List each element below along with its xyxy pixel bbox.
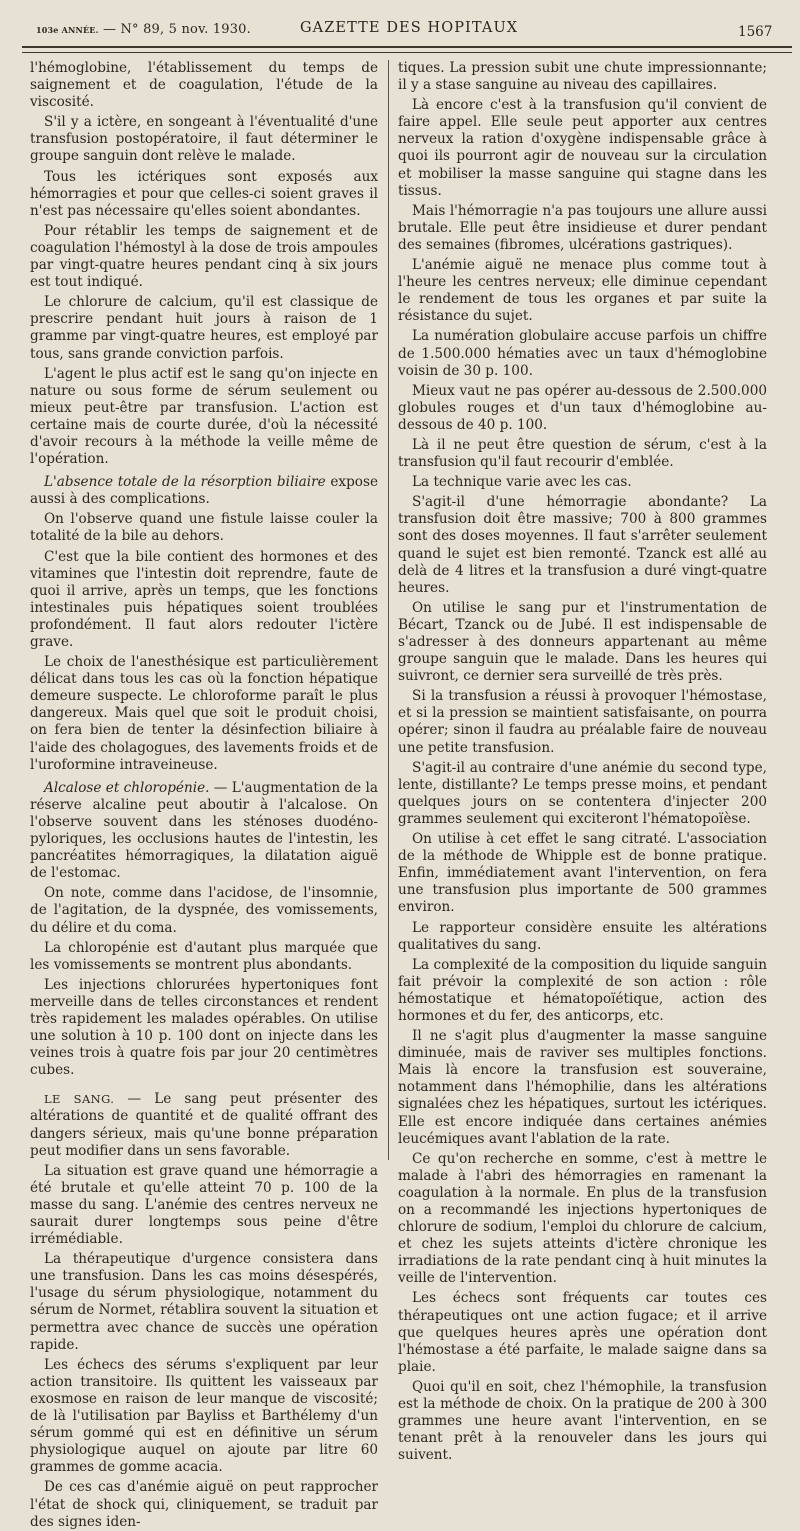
paragraph: La chloropénie est d'autant plus marquée que les vomissements se montrent plus abondants.	[30, 939, 378, 973]
paragraph: La thérapeutique d'urgence consistera dans une transfusion. Dans les cas moins désespérés, l'usage du sérum physiologique, notamment du sérum de Normet, rétablira souvent la situation et permettra avec chance de succès une opération rapide.	[30, 1251, 378, 1353]
paragraph: On utilise à cet effet le sang citraté. L'association de la méthode de Whipple est de bonne pratique. Enfin, immédiatement avant l'intervention, on fera une transfusion plus importante de 500 grammes environ.	[398, 831, 767, 916]
paragraph: Les échecs sont fréquents car toutes ces thérapeutiques ont une action fugace; et il arrive que quelques heures après une opération dont l'hémostase a été parfaite, le malade saigne dans sa plaie.	[398, 1290, 767, 1375]
paragraph: tiques. La pression subit une chute impressionnante; il y a stase sanguine au niveau des capillaires.	[398, 60, 767, 94]
paragraph: La numération globulaire accuse parfois un chiffre de 1.500.000 hématies avec un taux d'hémoglobine voisin de 30 p. 100.	[398, 328, 767, 379]
paragraph: Si la transfusion a réussi à provoquer l'hémostase, et si la pression se maintient satisfaisante, on pourra opérer; sinon il faudra au préalable faire de nouveau une petite transfusion.	[398, 688, 767, 756]
paragraph: La complexité de la composition du liquide sanguin fait prévoir la complexité de son action : rôle hémostatique et hématopoïétique, action des hormones et du fer, des anticorps, etc.	[398, 956, 767, 1024]
column-divider	[388, 60, 389, 1160]
paragraph: S'agit-il au contraire d'une anémie du second type, lente, distillante? Le temps presse moins, et pendant quelques jours on se contentera d'injecter 200 grammes seulement qui exciteront l'hématopoïèse.	[398, 759, 767, 827]
paragraph-text: — Le sang peut présenter des altérations de quantité et de qualité offrant des dangers sérieux, mais qu'une bonne préparation peut modifier dans un sens favorable.	[30, 1091, 378, 1159]
volume-label: 103e ANNÉE.	[36, 25, 99, 35]
paragraph: L'anémie aiguë ne menace plus comme tout à l'heure les centres nerveux; elle diminue cependant le rendement de tous les organes et par suite la résistance du sujet.	[398, 257, 767, 325]
paragraph: Là il ne peut être question de sérum, c'est à la transfusion qu'il faut recourir d'emblée.	[398, 436, 767, 471]
paragraph: Le chlorure de calcium, qu'il est classique de prescrire pendant huit jours à raison de 1 gramme par vingt-quatre heures, est employé par tous, sans grande conviction parfois.	[30, 294, 378, 362]
paragraph: l'hémoglobine, l'établissement du temps de saignement et de coagulation, l'étude de la viscosité.	[30, 60, 378, 111]
paragraph: On note, comme dans l'acidose, de l'insomnie, de l'agitation, de la dyspnée, des vomissements, du délire et du coma.	[30, 885, 378, 936]
page-number: 1567	[738, 24, 773, 40]
header-rule-thick	[22, 46, 792, 48]
paragraph: Le rapporteur considère ensuite les altérations qualitatives du sang.	[398, 919, 767, 953]
paragraph: Les échecs des sérums s'expliquent par leur action transitoire. Ils quittent les vaisseaux par exosmose en raison de leur manque de viscosité; de là l'utilisation par Bayliss et Barthélemy d'un sérum gommé qui est en définitive un sérum physiologique auquel on ajoute par litre 60 grammes de gomme acacia.	[30, 1356, 378, 1476]
paragraph	[30, 780, 378, 883]
paragraph: Le choix de l'anesthésique est particulièrement délicat dans tous les cas où la fonction hépatique demeure suspecte. Le chloroforme paraît le plus dangereux. Mais quel que soit le produit choisi, on fera bien de tenter la désinfection biliaire à l'aide des cholagogues, des lavements froids et de l'uroformine intraveineuse.	[30, 654, 378, 773]
issue-info	[36, 22, 251, 37]
paragraph	[30, 474, 378, 508]
paragraph: S'il y a ictère, en songeant à l'éventualité d'une transfusion postopératoire, il faut déterminer le groupe sanguin dont relève le malade.	[30, 114, 378, 165]
page-header	[0, 0, 800, 58]
paragraph: On l'observe quand une fistule laisse couler la totalité de la bile au dehors.	[30, 511, 378, 545]
paragraph: Ce qu'on recherche en somme, c'est à mettre le malade à l'abri des hémorragies en ramenant la coagulation à la normale. En plus de la transfusion on a recommandé les injections hypertoniques de chlorure de sodium, l'emploi du chlorure de calcium, et chez les sujets atteints d'ictère chronique les irradiations de la rate pendant cinq à huit minutes la veille de l'intervention.	[398, 1150, 767, 1287]
paragraph-text: — L'augmentation de la réserve alcaline peut aboutir à l'alcalose. On l'observe souvent dans les sténoses duodéno-pyloriques, les occlusions hautes de l'intestin, les pancréatites hémorragiques, la dilatation aiguë de l'estomac.	[30, 779, 378, 882]
paragraph: La technique varie avec les cas.	[412, 474, 632, 491]
paragraph: De ces cas d'anémie aiguë on peut rapprocher l'état de shock qui, cliniquement, se traduit par des signes iden-	[30, 1479, 378, 1530]
left-column	[30, 60, 378, 1530]
section-heading: Alcalose et chloropénie.	[44, 779, 210, 796]
paragraph: Il ne s'agit plus d'augmenter la masse sanguine diminuée, mais de raviver ses multiples fonctions. Mais là encore la transfusion est souveraine, notamment dans l'hémophilie, dans les altérations signalées chez les hépatiques, surtout les ictériques. Elle est encore indiquée dans certaines anémies leucémiques avant l'ablation de la rate.	[398, 1028, 767, 1147]
issue-date: — N° 89, 5 nov. 1930.	[102, 22, 251, 37]
header-rule-thin	[22, 52, 792, 53]
paragraph: S'agit-il d'une hémorragie abondante? La transfusion doit être massive; 700 à 800 grammes sont des doses moyennes. Il faut s'arrêter seulement quand le sujet est bien remonté. Tzanck est allé au delà de 4 litres et la transfusion a duré vingt-quatre heures.	[398, 494, 767, 596]
paragraph: Là encore c'est à la transfusion qu'il convient de faire appel. Elle seule peut apporter aux centres nerveux la ration d'oxygène indispensable grâce à quoi ils pourront agir de nouveau sur la circulation et mobiliser la masse sanguine qui stagne dans les tissus.	[398, 97, 767, 199]
paragraph: Pour rétablir les temps de saignement et de coagulation l'hémostyl à la dose de trois ampoules par vingt-quatre heures pendant cinq à six jours est tout indiqué.	[30, 222, 378, 291]
section-heading: L'absence totale de la résorption biliaire	[44, 474, 326, 491]
journal-title: GAZETTE DES HOPITAUX	[300, 20, 519, 36]
paragraph: On utilise le sang pur et l'instrumentation de Bécart, Tzanck ou de Jubé. Il est indispensable de s'adresser à des donneurs appartenant au même groupe sanguin que le malade. Dans les heures qui suivront, ce dernier sera surveillé de très près.	[398, 599, 767, 685]
paragraph: La situation est grave quand une hémorragie a été brutale et qu'elle atteint 70 p. 100 de la masse du sang. L'anémie des centres nerveux ne saurait durer longtemps sous peine d'être irrémédiable.	[30, 1162, 378, 1248]
paragraph: Quoi qu'il en soit, chez l'hémophile, la transfusion est la méthode de choix. On la pratique de 200 à 300 grammes une heure avant l'intervention, en se tenant prêt à la renouveler dans les jours qui suivent.	[398, 1378, 767, 1464]
section-heading: LE SANG.	[44, 1092, 115, 1107]
paragraph-text: expose aussi à des complications.	[30, 474, 378, 508]
paragraph: L'agent le plus actif est le sang qu'on injecte en nature ou sous forme de sérum seulement ou mieux peut-être par transfusion. L'action est certaine mais de courte durée, d'où la nécessité d'avoir recours à la méthode la veille même de l'opération.	[30, 365, 378, 468]
paragraph	[30, 1091, 378, 1159]
paragraph: Mieux vaut ne pas opérer au-dessous de 2.500.000 globules rouges et d'un taux d'hémoglobine au-dessous de 40 p. 100.	[398, 382, 767, 433]
paragraph: Les injections chlorurées hypertoniques font merveille dans de telles circonstances et rendent très rapidement les malades opérables. On utilise une solution à 10 p. 100 dont on injecte dans les veines trois à quatre fois par jour 20 centimètres cubes.	[30, 976, 378, 1079]
right-column	[398, 60, 767, 1464]
paragraph: C'est que la bile contient des hormones et des vitamines que l'intestin doit reprendre, faute de quoi il arrive, après un temps, que les fonctions intestinales puis hépatiques soient troublées profondément. Il faut alors redouter l'ictère grave.	[30, 548, 378, 650]
paragraph: Tous les ictériques sont exposés aux hémorragies et pour que celles-ci soient graves il n'est pas nécessaire qu'elles soient abondantes.	[30, 168, 378, 219]
paragraph: Mais l'hémorragie n'a pas toujours une allure aussi brutale. Elle peut être insidieuse et durer pendant des semaines (fibromes, ulcérations gastriques).	[398, 202, 767, 253]
